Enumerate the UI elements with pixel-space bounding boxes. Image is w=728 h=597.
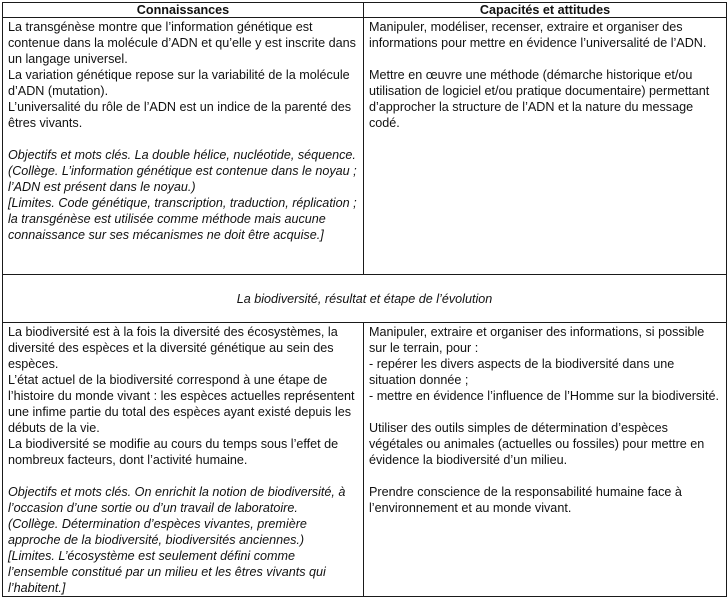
- header-connaissances: Connaissances: [3, 3, 364, 18]
- capacite-intro: Manipuler, extraire et organiser des informations, si possible sur le terrain, pour :: [369, 325, 705, 355]
- connaissances-cell-adn: [3, 18, 364, 275]
- table-row: [3, 18, 727, 275]
- college-note: (Collège. Détermination d’espèces vivantes, première approche de la biodiversité, biodiversités anciennes.): [8, 517, 307, 547]
- capacites-cell-adn: [364, 18, 727, 275]
- header-row: [3, 3, 727, 18]
- capacite-paragraph: Utiliser des outils simples de détermination d’espèces végétales ou animales (actuelles ou fossiles) pour mettre en évidence la biodiversité d’un milieu.: [369, 421, 705, 467]
- limites-note: [Limites. Code génétique, transcription, traduction, réplication ; la transgénèse est utilisée comme méthode mais aucune connaissance sur ses mécanismes ne doit être acquise.]: [8, 196, 357, 242]
- header-capacites: Capacités et attitudes: [364, 3, 727, 18]
- capacite-list-item: - mettre en évidence l’influence de l’Homme sur la biodiversité.: [369, 389, 719, 403]
- capacite-paragraph: Manipuler, modéliser, recenser, extraire et organiser des informations pour mettre en évidence l’universalité de l’ADN.: [369, 20, 707, 50]
- connaissance-paragraph: L’état actuel de la biodiversité correspond à une étape de l’histoire du monde vivant : les espèces actuelles représentent une infime partie du total des espèces ayant existé depuis les débuts de la vie.: [8, 373, 355, 435]
- capacite-paragraph: Mettre en œuvre une méthode (démarche historique et/ou utilisation de logiciel et/ou pratique documentaire) permettant d’approcher la structure de l’ADN et la nature du message codé.: [369, 68, 710, 130]
- section-row: [3, 275, 727, 323]
- connaissance-paragraph: La biodiversité se modifie au cours du temps sous l’effet de nombreux facteurs, dont l’activité humaine.: [8, 437, 339, 467]
- objectifs-mots-cles: Objectifs et mots clés. On enrichit la notion de biodiversité, à l’occasion d’une sortie ou d’un travail de laboratoire.: [8, 485, 346, 515]
- objectifs-mots-cles: Objectifs et mots clés. La double hélice, nucléotide, séquence.: [8, 148, 356, 162]
- capacite-list-item: - repérer les divers aspects de la biodiversité dans une situation donnée ;: [369, 357, 675, 387]
- connaissance-paragraph: La transgénèse montre que l’information génétique est contenue dans la molécule d’ADN et qu’elle y est inscrite dans un langage universel.: [8, 20, 356, 66]
- connaissances-cell-biodiversite: [3, 323, 364, 597]
- section-title: La biodiversité, résultat et étape de l’évolution: [3, 275, 727, 323]
- connaissance-paragraph: L’universalité du rôle de l’ADN est un indice de la parenté des êtres vivants.: [8, 100, 352, 130]
- connaissance-paragraph: La variation génétique repose sur la variabilité de la molécule d’ADN (mutation).: [8, 68, 350, 98]
- capacite-paragraph: Prendre conscience de la responsabilité humaine face à l’environnement et au monde vivant.: [369, 485, 682, 515]
- capacites-cell-biodiversite: [364, 323, 727, 597]
- connaissance-paragraph: La biodiversité est à la fois la diversité des écosystèmes, la diversité des espèces et la diversité génétique au sein des espèces.: [8, 325, 338, 371]
- college-note: (Collège. L’information génétique est contenue dans le noyau ; l’ADN est présent dans le noyau.): [8, 164, 357, 194]
- curriculum-table: [2, 2, 727, 597]
- limites-note: [Limites. L’écosystème est seulement défini comme l’ensemble constitué par un milieu et les êtres vivants qui l’habitent.]: [8, 549, 326, 595]
- table-row: [3, 323, 727, 597]
